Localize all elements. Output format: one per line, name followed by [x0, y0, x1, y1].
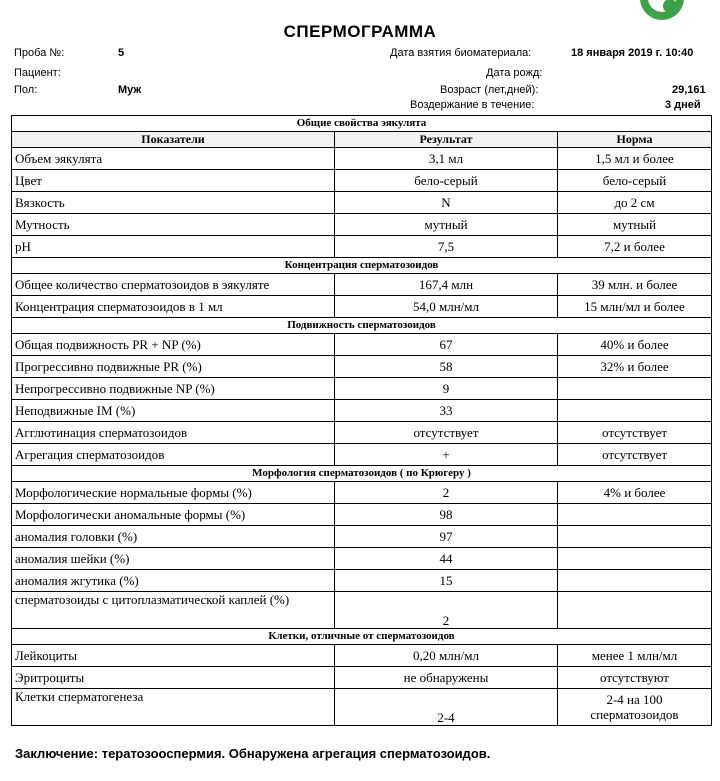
results-table — [11, 115, 712, 726]
result-value: 3,1 мл — [335, 148, 558, 170]
indicator-name: аномалия головки (%) — [12, 526, 335, 548]
result-value: 167,4 млн — [335, 274, 558, 296]
indicator-name: Морфологически аномальные формы (%) — [12, 504, 335, 526]
table-row — [12, 645, 712, 667]
result-value: мутный — [335, 214, 558, 236]
indicator-name: pH — [12, 236, 335, 258]
result-value: не обнаружены — [335, 667, 558, 689]
section-header — [12, 466, 712, 482]
norm-value: 39 млн. и более — [558, 274, 712, 296]
document-title: СПЕРМОГРАММА — [283, 22, 437, 41]
section-header — [12, 258, 712, 274]
norm-value — [558, 526, 712, 548]
result-value: 15 — [335, 570, 558, 592]
table-row — [12, 570, 712, 592]
result-value: бело-серый — [335, 170, 558, 192]
norm-value: 2-4 на 100 сперматозоидов — [558, 689, 712, 726]
section-title: Подвижность сперматозоидов — [12, 318, 712, 334]
result-value: 67 — [335, 334, 558, 356]
result-value: 9 — [335, 378, 558, 400]
column-header-row — [12, 132, 712, 148]
indicator-name: Агрегация сперматозоидов — [12, 444, 335, 466]
indicator-name: Мутность — [12, 214, 335, 236]
norm-value: 7,2 и более — [558, 236, 712, 258]
column-header-norm: Норма — [558, 132, 712, 148]
norm-value — [558, 592, 712, 629]
column-header-indicator: Показатели — [12, 132, 335, 148]
norm-value — [558, 400, 712, 422]
table-row — [12, 236, 712, 258]
result-value: 2 — [335, 482, 558, 504]
table-row — [12, 548, 712, 570]
norm-value — [558, 378, 712, 400]
indicator-name: Непрогрессивно подвижные NP (%) — [12, 378, 335, 400]
norm-value: мутный — [558, 214, 712, 236]
date-value: 18 января 2019 г. 10:40 — [571, 47, 694, 59]
table-row — [12, 504, 712, 526]
section-header — [12, 318, 712, 334]
age-label: Возраст (лет,дней): — [440, 84, 539, 96]
table-row — [12, 482, 712, 504]
result-value: 97 — [335, 526, 558, 548]
column-header-result: Результат — [335, 132, 558, 148]
table-row — [12, 274, 712, 296]
table-row — [12, 296, 712, 318]
table-row — [12, 422, 712, 444]
indicator-name: сперматозоиды с цитоплазматической каплей (%) — [12, 592, 335, 629]
table-row — [12, 400, 712, 422]
indicator-name: Вязкость — [12, 192, 335, 214]
result-value: 2-4 — [335, 689, 558, 726]
table-row — [12, 356, 712, 378]
norm-value: до 2 см — [558, 192, 712, 214]
norm-value: бело-серый — [558, 170, 712, 192]
result-value: 2 — [335, 592, 558, 629]
result-value: 33 — [335, 400, 558, 422]
norm-value — [558, 570, 712, 592]
indicator-name: Общая подвижность PR + NP (%) — [12, 334, 335, 356]
indicator-name: Концентрация сперматозоидов в 1 мл — [12, 296, 335, 318]
section-title: Концентрация сперматозоидов — [12, 258, 712, 274]
section-title: Клетки, отличные от сперматозоидов — [12, 629, 712, 645]
age-value: 29,161 — [672, 84, 706, 96]
abstinence-label: Воздержание в течение: — [410, 99, 535, 111]
indicator-name: аномалия шейки (%) — [12, 548, 335, 570]
date-label: Дата взятия биоматериала: — [390, 47, 532, 59]
indicator-name: Неподвижные IM (%) — [12, 400, 335, 422]
indicator-name: аномалия жгутика (%) — [12, 570, 335, 592]
indicator-name: Морфологические нормальные формы (%) — [12, 482, 335, 504]
indicator-name: Агглютинация сперматозоидов — [12, 422, 335, 444]
sex-label: Пол: — [14, 84, 38, 96]
result-value: отсутствует — [335, 422, 558, 444]
norm-value: 32% и более — [558, 356, 712, 378]
table-row — [12, 192, 712, 214]
result-value: 7,5 — [335, 236, 558, 258]
table-row — [12, 148, 712, 170]
table-row — [12, 592, 712, 629]
result-value: N — [335, 192, 558, 214]
sex-value: Муж — [118, 84, 142, 96]
result-value: 0,20 млн/мл — [335, 645, 558, 667]
table-row — [12, 689, 712, 726]
indicator-name: Общее количество сперматозоидов в эякуляте — [12, 274, 335, 296]
table-row — [12, 378, 712, 400]
indicator-name: Цвет — [12, 170, 335, 192]
abstinence-value: 3 дней — [665, 99, 701, 111]
result-value: 98 — [335, 504, 558, 526]
norm-value: отсутствует — [558, 444, 712, 466]
birth-label: Дата рожд: — [486, 67, 543, 79]
conclusion: Заключение: тератозооспермия. Обнаружена агрегация сперматозоидов. — [15, 746, 491, 761]
patient-label: Пациент: — [14, 67, 61, 79]
indicator-name: Эритроциты — [12, 667, 335, 689]
norm-value: отсутствуют — [558, 667, 712, 689]
norm-value — [558, 504, 712, 526]
result-value: 58 — [335, 356, 558, 378]
indicator-name: Прогрессивно подвижные PR (%) — [12, 356, 335, 378]
sample-label: Проба №: — [14, 47, 65, 59]
section-header — [12, 629, 712, 645]
section-title: Общие свойства эякулята — [12, 116, 712, 132]
table-row — [12, 526, 712, 548]
norm-value: 15 млн/мл и более — [558, 296, 712, 318]
table-row — [12, 667, 712, 689]
indicator-name: Клетки сперматогенеза — [12, 689, 335, 726]
sample-value: 5 — [118, 47, 125, 59]
norm-value — [558, 548, 712, 570]
norm-value: менее 1 млн/мл — [558, 645, 712, 667]
table-row — [12, 334, 712, 356]
section-title: Морфология сперматозоидов ( по Крюгеру ) — [12, 466, 712, 482]
table-row — [12, 214, 712, 236]
result-value: 44 — [335, 548, 558, 570]
norm-value: 1,5 мл и более — [558, 148, 712, 170]
indicator-name: Объем эякулята — [12, 148, 335, 170]
result-value: + — [335, 444, 558, 466]
result-value: 54,0 млн/мл — [335, 296, 558, 318]
norm-value: 40% и более — [558, 334, 712, 356]
norm-value: 4% и более — [558, 482, 712, 504]
table-row — [12, 444, 712, 466]
norm-value: отсутствует — [558, 422, 712, 444]
lab-logo — [640, 0, 684, 20]
section-header — [12, 116, 712, 132]
table-row — [12, 170, 712, 192]
indicator-name: Лейкоциты — [12, 645, 335, 667]
